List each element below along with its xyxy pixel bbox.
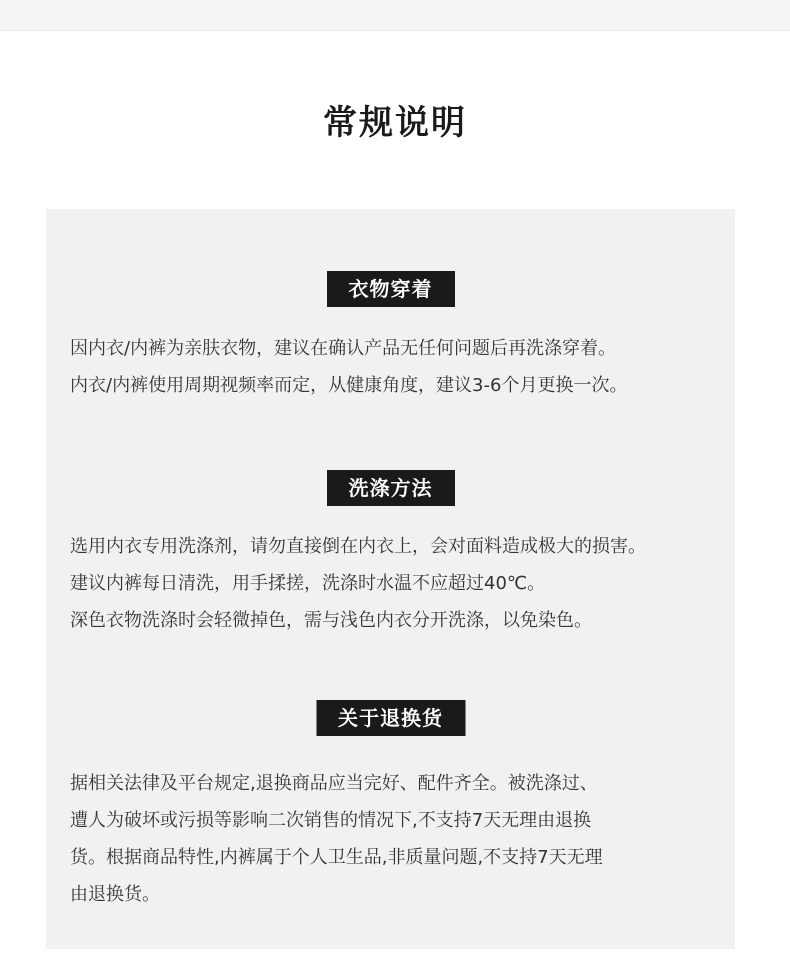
- page-title: 常规说明: [323, 103, 467, 143]
- text-line: 货。根据商品特性,内裤属于个人卫生品,非质量问题,不支持7天无理: [70, 847, 603, 868]
- section-lines-washing-method: [70, 528, 730, 639]
- text-line: 由退换货。: [70, 884, 160, 905]
- section-lines-returns: [70, 765, 730, 913]
- text-line: 内衣/内裤使用周期视频率而定，从健康角度，建议3-6个月更换一次。: [70, 375, 628, 396]
- section-lines-clothing-wear: [70, 330, 730, 404]
- text-line: 深色衣物洗涤时会轻微掉色，需与浅色内衣分开洗涤，以免染色。: [70, 610, 592, 631]
- text-line: 选用内衣专用洗涤剂，请勿直接倒在内衣上，会对面料造成极大的损害。: [70, 536, 646, 557]
- text-line: 据相关法律及平台规定,退换商品应当完好、配件齐全。被洗涤过、: [70, 773, 598, 794]
- text-line: 建议内裤每日清洗，用手揉搓，洗涤时水温不应超过40℃。: [70, 573, 546, 594]
- text-line: 遭人为破坏或污损等影响二次销售的情况下,不支持7天无理由退换: [70, 810, 592, 831]
- section-label-washing-method: 洗涤方法: [327, 470, 455, 506]
- section-label-clothing-wear: 衣物穿着: [327, 271, 455, 307]
- text-line: 因内衣/内裤为亲肤衣物，建议在确认产品无任何问题后再洗涤穿着。: [70, 338, 617, 359]
- top-band: [0, 0, 790, 31]
- info-panel: [46, 209, 735, 949]
- section-label-returns: 关于退换货: [316, 700, 465, 736]
